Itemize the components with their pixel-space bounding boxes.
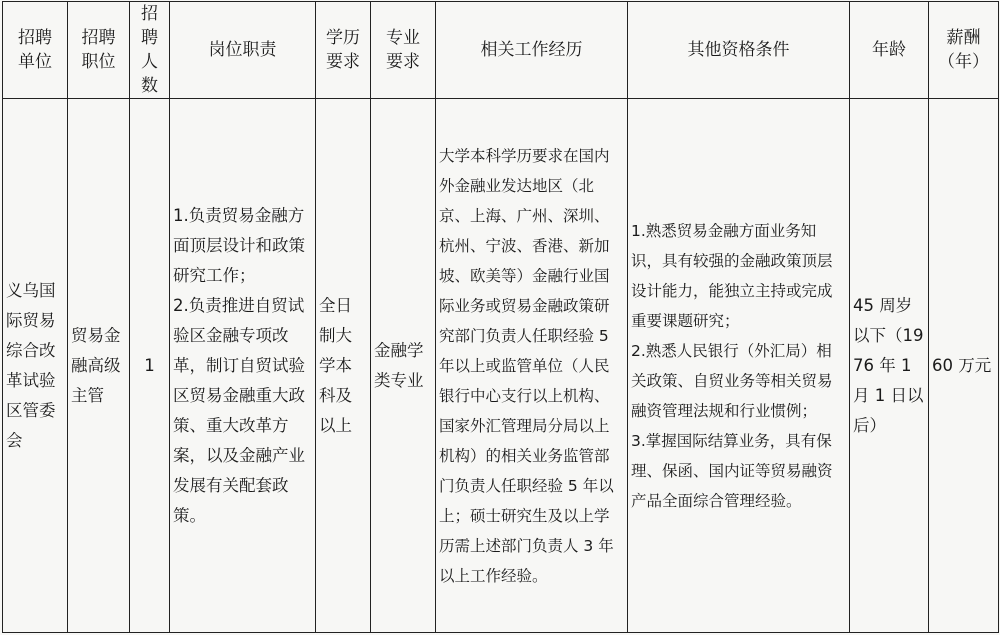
header-other: 其他资格条件: [628, 2, 850, 99]
header-salary: 薪酬 （年）: [929, 2, 999, 99]
header-row: [3, 2, 999, 99]
table-row: [3, 99, 999, 633]
header-position: 招聘 职位: [68, 2, 130, 99]
header-age: 年龄: [850, 2, 929, 99]
header-duties: 岗位职责: [170, 2, 316, 99]
header-experience: 相关工作经历: [436, 2, 628, 99]
header-major: 专业 要求: [371, 2, 436, 99]
cell-other: 1.熟悉贸易金融方面业务知识，具有较强的金融政策顶层设计能力，能独立主持或完成重要课题研究； 2.熟悉人民银行（外汇局）相关政策、自贸业务等相关贸易融资管理法规和行业惯例； 3.掌握国际结算业务，具有保理、保函、国内证等贸易融资产品全面综合管理经验。: [628, 99, 850, 633]
cell-major: 金融学类专业: [371, 99, 436, 633]
recruitment-table: [2, 1, 999, 633]
cell-count: 1: [130, 99, 170, 633]
cell-unit: 义乌国际贸易综合改革试验区管委会: [3, 99, 68, 633]
cell-salary: 60 万元: [929, 99, 999, 633]
cell-experience: 大学本科学历要求在国内外金融业发达地区（北京、上海、广州、深圳、杭州、宁波、香港、新加坡、欧美等）金融行业国际业务或贸易金融政策研究部门负责人任职经验 5 年以上或监管单位（人民银行中心支行以上机构、国家外汇管理局分局以上机构）的相关业务监管部门负责人任职经验 5 年以上；硕士研究生及以上学历需上述部门负责人 3 年以上工作经验。: [436, 99, 628, 633]
cell-duties: 1.负责贸易金融方面顶层设计和政策研究工作； 2.负责推进自贸试验区金融专项改革，制订自贸试验区贸易金融重大政策、重大改革方案，以及金融产业发展有关配套政策。: [170, 99, 316, 633]
cell-education: 全日制大学本科及以上: [316, 99, 371, 633]
header-education: 学历 要求: [316, 2, 371, 99]
header-count: 招聘 人数: [130, 2, 170, 99]
header-unit: 招聘 单位: [3, 2, 68, 99]
cell-age: 45 周岁以下（1976 年 1 月 1 日以后）: [850, 99, 929, 633]
cell-position: 贸易金融高级主管: [68, 99, 130, 633]
